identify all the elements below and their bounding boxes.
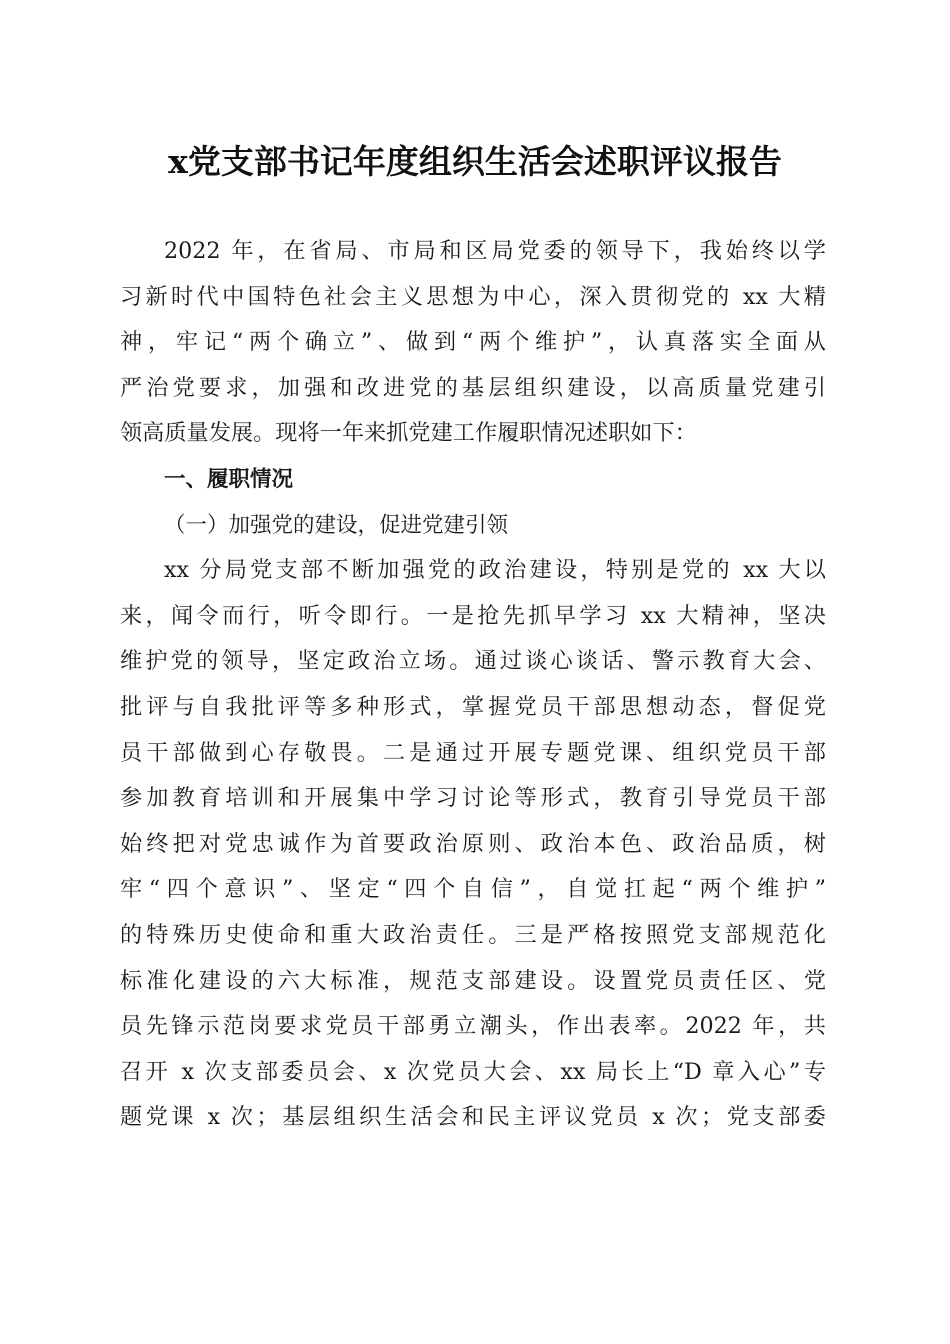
intro-line: 严治党要求，加强和改进党的基层组织建设，以高质量党建引 [120, 374, 826, 401]
paragraph-line: 牢“四个意识”、坚定“四个自信”，自觉扛起“两个维护” [120, 876, 826, 903]
paragraph-line: 批评与自我批评等多种形式，掌握党员干部思想动态，督促党 [120, 693, 826, 720]
paragraph-line: xx 分局党支部不断加强党的政治建设，特别是党的 xx 大以 [164, 557, 826, 584]
paragraph-line: 参加教育培训和开展集中学习讨论等形式，教育引导党员干部 [120, 785, 826, 812]
document-body [120, 229, 826, 1141]
document-title: x党支部书记年度组织生活会述职评议报告 [168, 142, 782, 181]
paragraph-line: 标准化建设的六大标准，规范支部建设。设置党员责任区、党 [120, 967, 826, 994]
paragraph-line: 维护党的领导，坚定政治立场。通过谈心谈话、警示教育大会、 [120, 648, 826, 675]
intro-line: 习新时代中国特色社会主义思想为中心，深入贯彻党的 xx 大精 [120, 283, 826, 310]
subsection-heading: （一）加强党的建设，促进党建引领 [164, 512, 509, 538]
intro-line: 2022 年，在省局、市局和区局党委的领导下，我始终以学 [164, 238, 826, 264]
paragraph-line: 题党课 x 次；基层组织生活会和民主评议党员 x 次；党支部委 [120, 1104, 826, 1131]
paragraph-line: 员先锋示范岗要求党员干部勇立潮头，作出表率。2022 年，共 [120, 1013, 826, 1040]
paragraph-line: 员干部做到心存敬畏。二是通过开展专题党课、组织党员干部 [120, 739, 826, 766]
paragraph-line: 召开 x 次支部委员会、x 次党员大会、xx 局长上“D 章入心”专 [120, 1058, 826, 1085]
paragraph-line: 来，闻令而行，听令即行。一是抢先抓早学习 xx 大精神，坚决 [120, 602, 826, 629]
intro-line: 领高质量发展。现将一年来抓党建工作履职情况述职如下： [120, 420, 697, 447]
paragraph-line: 始终把对党忠诚作为首要政治原则、政治本色、政治品质，树 [120, 830, 826, 857]
paragraph-line: 的特殊历史使命和重大政治责任。三是严格按照党支部规范化 [120, 921, 826, 948]
section-heading: 一、履职情况 [164, 466, 294, 492]
intro-line: 神，牢记“两个确立”、做到“两个维护”，认真落实全面从 [120, 329, 826, 356]
